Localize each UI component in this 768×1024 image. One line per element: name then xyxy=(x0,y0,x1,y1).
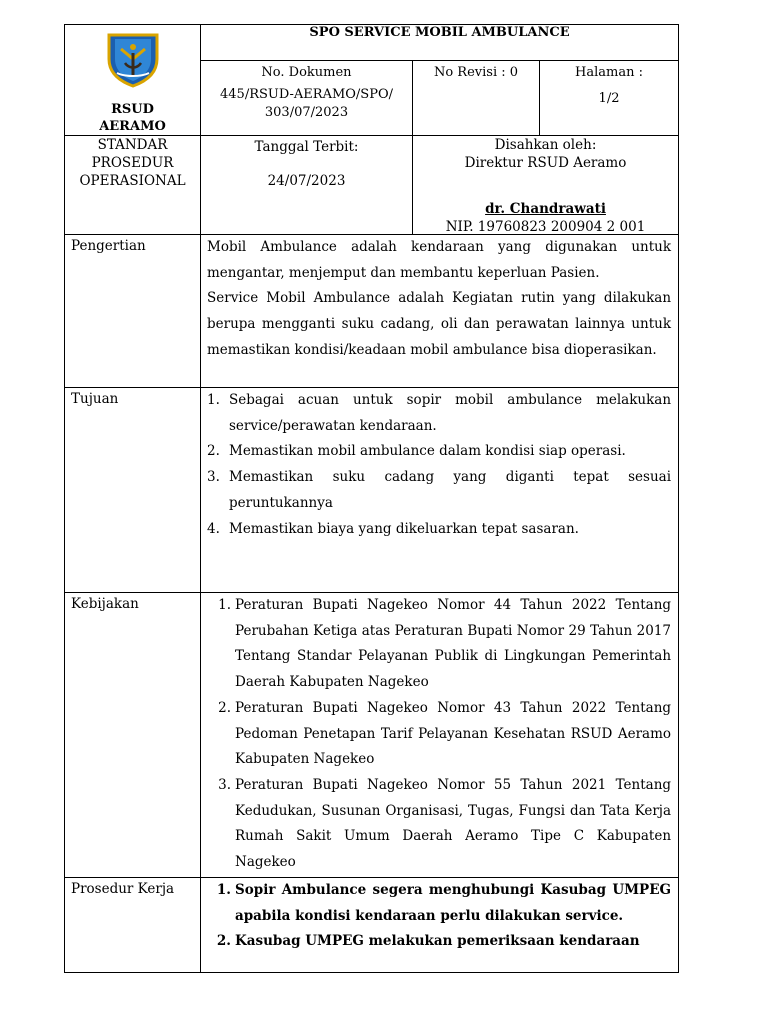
spo-table xyxy=(64,24,679,973)
list-number: 1. xyxy=(218,597,231,613)
list-item xyxy=(207,773,671,876)
standard-cell xyxy=(65,136,201,235)
signer-nip: NIP. 19760823 200904 2 001 xyxy=(445,219,646,235)
revision-cell xyxy=(413,60,540,135)
list-number: 1. xyxy=(216,882,231,898)
spo-document xyxy=(64,24,678,990)
section-content-kebijakan xyxy=(201,593,679,878)
approval-label: Disahkan oleh: xyxy=(494,137,597,153)
list-text: Memastikan mobil ambulance dalam kondisi siap operasi. xyxy=(229,443,626,460)
section-content-tujuan xyxy=(201,388,679,593)
definition-paragraph: Mobil Ambulance adalah kendaraan yang digunakan untuk mengantar, menjemput dan membantu keperluan Pasien. xyxy=(207,239,672,281)
standard-label: STANDAR PROSEDUR OPERASIONAL xyxy=(79,137,186,189)
issue-date-cell xyxy=(201,136,413,235)
list-number: 2. xyxy=(216,933,231,950)
list-text: Peraturan Bupati Nagekeo Nomor 44 Tahun 2022 Tentang Perubahan Ketiga atas Peraturan Bupati Nomor 29 Tahun 2017 Tentang Standar Pelayanan Publik di Lingkungan Pemerintah Daerah Kabupaten Nagekeo xyxy=(235,597,672,691)
list-text: Sopir Ambulance segera menghubungi Kasubag UMPEG apabila kondisi kendaraan perlu dilakukan service. xyxy=(235,882,672,924)
list-item xyxy=(207,517,671,543)
list-text: Peraturan Bupati Nagekeo Nomor 55 Tahun 2021 Tentang Kedudukan, Susunan Organisasi, Tugas, Fungsi dan Tata Kerja Rumah Sakit Umum Daerah Aeramo Tipe C Kabupaten Nagekeo xyxy=(235,776,672,871)
list-item xyxy=(207,388,671,439)
list-text: Memastikan suku cadang yang diganti tepat sesuai peruntukannya xyxy=(229,469,672,511)
list-item xyxy=(207,465,671,516)
approval-cell xyxy=(413,136,679,235)
signer-name: dr. Chandrawati xyxy=(485,201,606,217)
institution-cell xyxy=(65,25,201,136)
list-number: 4. xyxy=(207,520,220,537)
list-text: Memastikan biaya yang dikeluarkan tepat sasaran. xyxy=(229,520,579,537)
page-cell xyxy=(540,60,679,135)
section-content-prosedur xyxy=(201,878,679,973)
section-label-pengertian: Pengertian xyxy=(65,235,201,388)
regional-crest-icon xyxy=(103,29,163,89)
list-item xyxy=(207,439,671,465)
section-label-kebijakan: Kebijakan xyxy=(65,593,201,878)
institution-name: RSUD AERAMO xyxy=(99,102,166,134)
section-label-prosedur: Prosedur Kerja xyxy=(65,878,201,973)
list-text: Kasubag UMPEG melakukan pemeriksaan kendaraan xyxy=(235,933,640,950)
list-text: Peraturan Bupati Nagekeo Nomor 43 Tahun 2022 Tentang Pedoman Penetapan Tarif Pelayanan Kesehatan RSUD Aeramo Kabupaten Nagekeo xyxy=(235,699,672,768)
document-number-cell xyxy=(201,60,413,135)
policy-list xyxy=(207,593,671,876)
purpose-list xyxy=(207,388,671,542)
list-text: Sebagai acuan untuk sopir mobil ambulance melakukan service/perawatan kendaraan. xyxy=(229,392,672,434)
list-item xyxy=(207,696,671,773)
list-item xyxy=(207,929,671,955)
list-number: 3. xyxy=(218,776,231,793)
issue-date: 24/07/2023 xyxy=(267,173,346,189)
document-title: SPO SERVICE MOBIL AMBULANCE xyxy=(201,25,679,61)
list-number: 1. xyxy=(207,392,220,408)
revision-number: No Revisi : 0 xyxy=(433,64,519,80)
list-number: 2. xyxy=(218,699,231,716)
approver-role: Direktur RSUD Aeramo xyxy=(464,155,627,171)
section-label-tujuan: Tujuan xyxy=(65,388,201,593)
procedure-list xyxy=(207,878,671,955)
section-content-pengertian xyxy=(201,235,679,388)
list-number: 2. xyxy=(207,443,220,460)
page-number: 1/2 xyxy=(598,90,620,106)
list-number: 3. xyxy=(207,469,220,486)
list-item xyxy=(207,878,671,929)
issue-date-label: Tanggal Terbit: xyxy=(254,139,359,155)
document-number-label: No. Dokumen xyxy=(261,64,352,80)
page-label: Halaman : xyxy=(575,64,643,80)
definition-paragraph: Service Mobil Ambulance adalah Kegiatan rutin yang dilakukan berupa mengganti suku cadang, oli dan perawatan lainnya untuk memastikan kondisi/keadaan mobil ambulance bisa dioperasikan. xyxy=(207,290,672,358)
document-number: 445/RSUD-AERAMO/SPO/ 303/07/2023 xyxy=(220,86,393,120)
list-item xyxy=(207,593,671,696)
